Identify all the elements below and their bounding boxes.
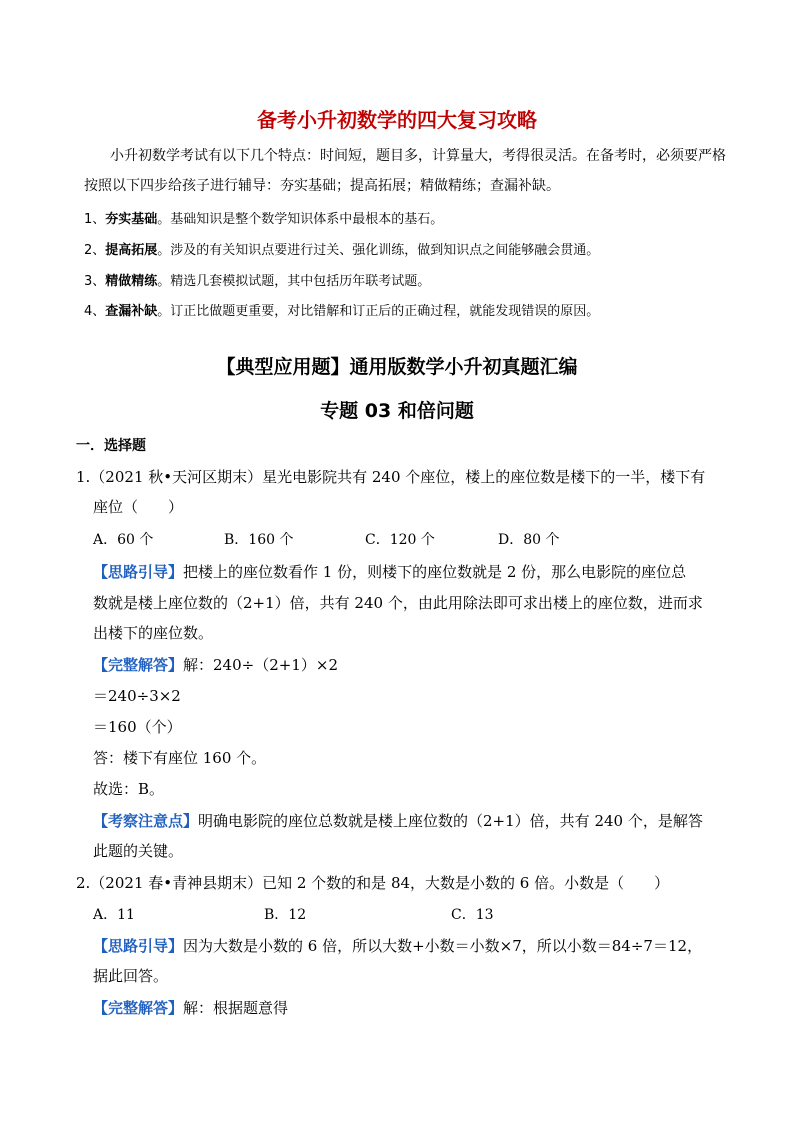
intro-line-1: 小升初数学考试有以下几个特点：时间短，题目多，计算量大，考得很灵活。在备考时，必须要严格 xyxy=(110,148,726,164)
tip-label: 提高拓展 xyxy=(105,243,158,258)
q2-hint-line-1 xyxy=(93,935,702,956)
q1-option-c: C．120 个 xyxy=(365,532,435,548)
hint-text: 把楼上的座位数看作 1 份，则楼下的座位数就是 2 份，那么电影院的座位总 xyxy=(183,563,687,581)
q1-answer-line-5: 故选：B。 xyxy=(93,780,165,798)
q2-answer-line-1 xyxy=(93,997,288,1018)
tip-label: 夯实基础 xyxy=(105,212,158,227)
q1-answer-line-4: 答：楼下有座位 160 个。 xyxy=(93,749,267,767)
hint-tag: 【思路引导】 xyxy=(93,937,184,955)
tip-text: 。精选几套模拟试题，其中包括历年联考试题。 xyxy=(157,274,431,289)
tip-text: 。订正比做题更重要，对比错解和订正后的正确过程，就能发现错误的原因。 xyxy=(157,304,600,319)
q2-hint-line-2: 据此回答。 xyxy=(93,967,169,985)
tip-label: 精做精练 xyxy=(105,274,158,289)
q2-stem-line-1: 2.（2021 春•青神县期末）已知 2 个数的和是 84，大数是小数的 6 倍。小数是（ ） xyxy=(76,874,670,892)
intro-line-2: 按照以下四步给孩子进行辅导：夯实基础；提高拓展；精做精练；查漏补缺。 xyxy=(84,178,560,194)
note-tag: 【考察注意点】 xyxy=(93,812,199,830)
tip-item-1 xyxy=(84,208,443,227)
tip-num: 3、 xyxy=(84,274,106,289)
q1-option-a: A．60 个 xyxy=(93,532,154,548)
answer-tag: 【完整解答】 xyxy=(93,656,184,674)
q1-answer-line-3: ＝160（个） xyxy=(93,718,182,736)
q1-hint-line-2: 数就是楼上座位数的（2+1）倍，共有 240 个，由此用除法即可求出楼上的座位数，进而求 xyxy=(93,594,703,612)
q1-option-b: B．160 个 xyxy=(224,532,294,548)
note-text: 明确电影院的座位总数就是楼上座位数的（2+1）倍，共有 240 个，是解答 xyxy=(198,812,703,830)
q1-answer-line-2: ＝240÷3×2 xyxy=(93,687,181,705)
doc-heading-1: 【典型应用题】通用版数学小升初真题汇编 xyxy=(216,356,578,378)
answer-tag: 【完整解答】 xyxy=(93,999,184,1017)
q2-option-c: C．13 xyxy=(451,907,494,923)
hint-tag: 【思路引导】 xyxy=(93,563,184,581)
answer-text: 解：根据题意得 xyxy=(183,999,289,1017)
hint-text: 因为大数是小数的 6 倍，所以大数+小数＝小数×7，所以小数＝84÷7＝12， xyxy=(183,937,703,955)
tip-num: 1、 xyxy=(84,212,106,227)
doc-heading-2: 专题 03 和倍问题 xyxy=(320,400,474,422)
q2-option-a: A．11 xyxy=(93,907,135,923)
q1-note-line-1 xyxy=(93,810,703,831)
q1-stem-line-2: 座位（ ） xyxy=(93,498,184,516)
q1-hint-line-3: 出楼下的座位数。 xyxy=(93,624,214,642)
tip-text: 。涉及的有关知识点要进行过关、强化训练，做到知识点之间能够融会贯通。 xyxy=(157,243,600,258)
q1-note-line-2: 此题的关键。 xyxy=(93,842,184,860)
tip-num: 4、 xyxy=(84,304,106,319)
tip-text: 。基础知识是整个数学知识体系中最根本的基石。 xyxy=(157,212,444,227)
tip-item-2 xyxy=(84,239,599,258)
answer-text: 解：240÷（2+1）×2 xyxy=(183,656,338,674)
q2-option-b: B．12 xyxy=(264,907,307,923)
tip-item-4 xyxy=(84,300,599,319)
tip-num: 2、 xyxy=(84,243,106,258)
tip-item-3 xyxy=(84,270,430,289)
page-title: 备考小升初数学的四大复习攻略 xyxy=(257,108,537,132)
tip-label: 查漏补缺 xyxy=(105,304,158,319)
q1-answer-line-1 xyxy=(93,654,338,675)
q1-hint-line-1 xyxy=(93,561,686,582)
section-title: 一．选择题 xyxy=(76,438,146,454)
q1-option-d: D．80 个 xyxy=(498,532,560,548)
q1-stem-line-1: 1.（2021 秋•天河区期末）星光电影院共有 240 个座位，楼上的座位数是楼下的一半，楼下有 xyxy=(76,468,706,486)
